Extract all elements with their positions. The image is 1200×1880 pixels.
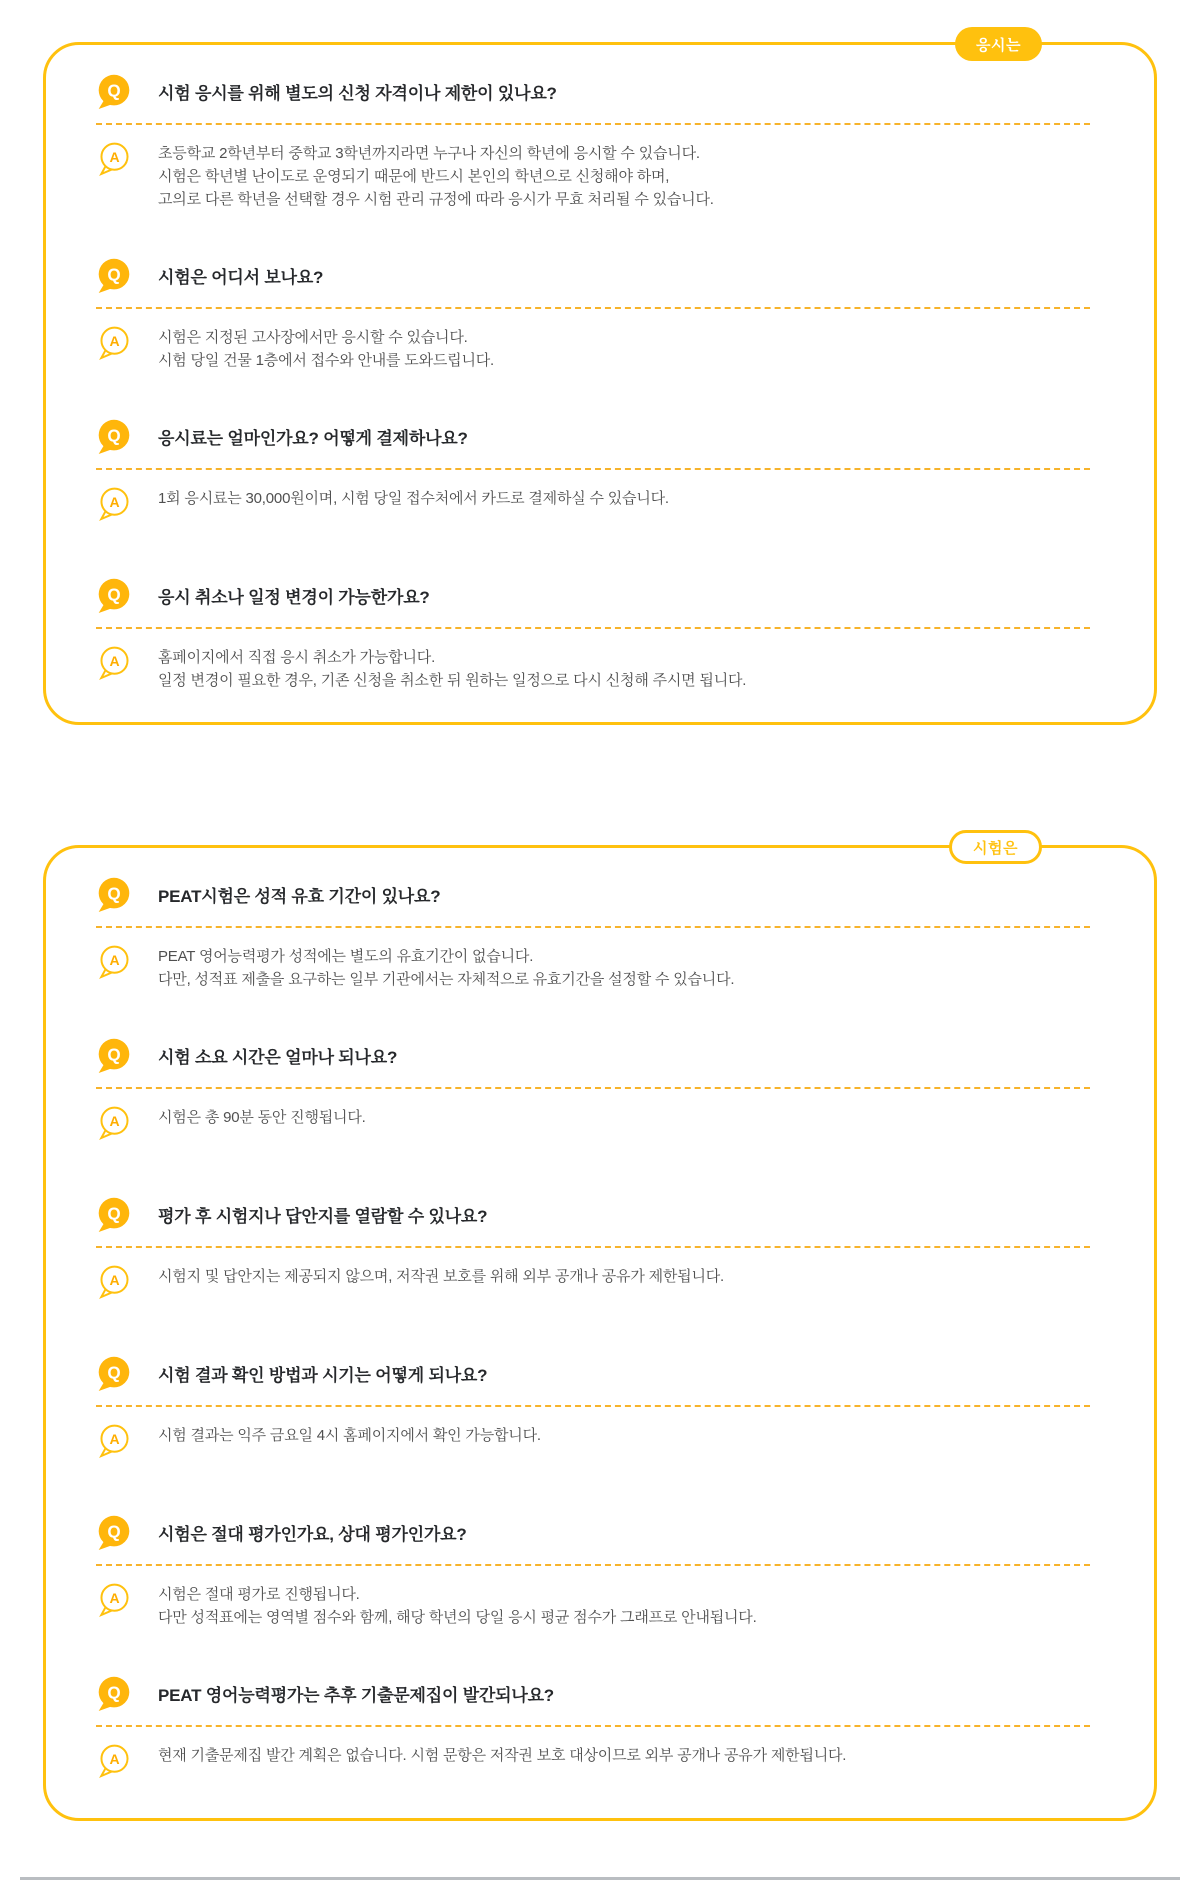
answer-text (158, 1740, 846, 1767)
a-letter: A (109, 1590, 120, 1607)
question-row (96, 73, 1090, 109)
dashed-divider (96, 1405, 1090, 1407)
qa-item (96, 1514, 1090, 1629)
answer-line: 현재 기출문제집 발간 계획은 없습니다. 시험 문항은 저작권 보호 대상이므로 외부 공개나 공유가 제한됩니다. (158, 1747, 847, 1764)
answer-row (96, 483, 1090, 531)
qa-item (96, 577, 1090, 692)
answer-row (96, 941, 1090, 991)
question-bubble-icon (96, 1514, 132, 1550)
question-row (96, 1514, 1090, 1550)
question-bubble-icon (96, 1355, 132, 1391)
answer-bubble-icon (98, 645, 131, 678)
qa-item (96, 257, 1090, 372)
question-bubble-icon (96, 1037, 132, 1073)
answer-line: 시험 당일 건물 1층에서 접수와 안내를 도와드립니다. (158, 352, 495, 369)
qa-item (96, 876, 1090, 991)
a-letter: A (109, 494, 120, 511)
a-letter: A (109, 1431, 120, 1448)
answer-bubble-icon (98, 1743, 131, 1776)
question-row (96, 1196, 1090, 1232)
qa-items (96, 73, 1090, 692)
question-text: 시험 응시를 위해 별도의 신청 자격이나 제한이 있나요? (158, 83, 557, 103)
qa-item (96, 418, 1090, 531)
answer-row (96, 322, 1090, 372)
question-row (96, 418, 1090, 454)
a-letter: A (109, 653, 120, 670)
dashed-divider (96, 627, 1090, 629)
faq-section-1 (43, 36, 1157, 725)
answer-row (96, 1579, 1090, 1629)
answer-line: 시험은 총 90분 동안 진행됩니다. (158, 1109, 366, 1126)
question-row (96, 1037, 1090, 1073)
a-letter: A (109, 333, 120, 350)
dashed-divider (96, 1564, 1090, 1566)
question-text: 시험 소요 시간은 얼마나 되나요? (158, 1047, 398, 1067)
answer-line: 1회 응시료는 30,000원이며, 시험 당일 접수처에서 카드로 결제하실 수 있습니다. (158, 490, 669, 507)
dashed-divider (96, 1725, 1090, 1727)
question-row (96, 1355, 1090, 1391)
dashed-divider (96, 468, 1090, 470)
a-letter: A (109, 952, 120, 969)
a-letter: A (109, 149, 120, 166)
answer-line: 시험지 및 답안지는 제공되지 않으며, 저작권 보호를 위해 외부 공개나 공유가 제한됩니다. (158, 1268, 725, 1285)
answer-line: 고의로 다른 학년을 선택할 경우 시험 관리 규정에 따라 응시가 무효 처리될 수 있습니다. (158, 191, 714, 208)
question-bubble-icon (96, 73, 132, 109)
answer-row (96, 1261, 1090, 1309)
qa-items (96, 876, 1090, 1788)
answer-row (96, 138, 1090, 211)
answer-line: PEAT 영어능력평가 성적에는 별도의 유효기간이 없습니다. (158, 948, 534, 965)
question-bubble-icon (96, 257, 132, 293)
question-text: PEAT시험은 성적 유효 기간이 있나요? (158, 886, 441, 906)
answer-line: 시험 결과는 익주 금요일 4시 홈페이지에서 확인 가능합니다. (158, 1427, 541, 1444)
faq-page (0, 36, 1200, 1768)
q-letter: Q (107, 1683, 121, 1703)
answer-text (158, 322, 494, 372)
answer-bubble-icon (98, 1582, 131, 1615)
answer-bubble-icon (98, 141, 131, 174)
answer-line: 다만, 성적표 제출을 요구하는 일부 기관에서는 자체적으로 유효기간을 설정할 수 있습니다. (158, 971, 735, 988)
q-letter: Q (107, 1045, 121, 1065)
question-row (96, 876, 1090, 912)
answer-line: 다만 성적표에는 영역별 점수와 함께, 해당 학년의 당일 응시 평균 점수가 그래프로 안내됩니다. (158, 1609, 757, 1626)
faq-section-2 (43, 839, 1157, 1821)
answer-row (96, 1420, 1090, 1468)
dashed-divider (96, 926, 1090, 928)
answer-line: 초등학교 2학년부터 중학교 3학년까지라면 누구나 자신의 학년에 응시할 수 있습니다. (158, 145, 700, 162)
question-text: 응시 취소나 일정 변경이 가능한가요? (158, 587, 430, 607)
question-text: 응시료는 얼마인가요? 어떻게 결제하나요? (158, 428, 468, 448)
question-text: 평가 후 시험지나 답안지를 열람할 수 있나요? (158, 1206, 488, 1226)
qa-item (96, 1355, 1090, 1468)
answer-bubble-icon (98, 1105, 131, 1138)
answer-row (96, 1740, 1090, 1788)
qa-item (96, 1037, 1090, 1150)
answer-text (158, 642, 746, 692)
question-row (96, 577, 1090, 613)
answer-text (158, 1420, 541, 1447)
answer-bubble-icon (98, 1423, 131, 1456)
answer-text (158, 1102, 366, 1129)
dashed-divider (96, 1246, 1090, 1248)
dashed-divider (96, 1087, 1090, 1089)
dashed-divider (96, 123, 1090, 125)
answer-text (158, 1579, 757, 1629)
answer-text (158, 941, 734, 991)
question-row (96, 257, 1090, 293)
section-badge: 응시는 (955, 27, 1042, 61)
a-letter: A (109, 1751, 120, 1768)
answer-bubble-icon (98, 486, 131, 519)
question-bubble-icon (96, 418, 132, 454)
question-bubble-icon (96, 1675, 132, 1711)
a-letter: A (109, 1113, 120, 1130)
qa-item (96, 73, 1090, 211)
answer-line: 홈페이지에서 직접 응시 취소가 가능합니다. (158, 649, 436, 666)
q-letter: Q (107, 1363, 121, 1383)
qa-item (96, 1675, 1090, 1788)
answer-text (158, 138, 714, 211)
question-bubble-icon (96, 577, 132, 613)
question-bubble-icon (96, 1196, 132, 1232)
q-letter: Q (107, 81, 121, 101)
answer-row (96, 642, 1090, 692)
answer-text (158, 1261, 724, 1288)
a-letter: A (109, 1272, 120, 1289)
qa-item (96, 1196, 1090, 1309)
question-text: 시험은 절대 평가인가요, 상대 평가인가요? (158, 1524, 467, 1544)
q-letter: Q (107, 426, 121, 446)
answer-line: 일정 변경이 필요한 경우, 기존 신청을 취소한 뒤 원하는 일정으로 다시 신청해 주시면 됩니다. (158, 672, 747, 689)
question-text: PEAT 영어능력평가는 추후 기출문제집이 발간되나요? (158, 1685, 554, 1705)
dashed-divider (96, 307, 1090, 309)
answer-text (158, 483, 669, 510)
q-letter: Q (107, 1204, 121, 1224)
q-letter: Q (107, 265, 121, 285)
question-text: 시험은 어디서 보나요? (158, 267, 324, 287)
question-row (96, 1675, 1090, 1711)
q-letter: Q (107, 585, 121, 605)
answer-bubble-icon (98, 944, 131, 977)
answer-row (96, 1102, 1090, 1150)
answer-line: 시험은 학년별 난이도로 운영되기 때문에 반드시 본인의 학년으로 신청해야 하며, (158, 168, 670, 185)
answer-line: 시험은 지정된 고사장에서만 응시할 수 있습니다. (158, 329, 468, 346)
answer-bubble-icon (98, 1264, 131, 1297)
q-letter: Q (107, 884, 121, 904)
q-letter: Q (107, 1522, 121, 1542)
answer-line: 시험은 절대 평가로 진행됩니다. (158, 1586, 360, 1603)
answer-bubble-icon (98, 325, 131, 358)
section-badge: 시험은 (949, 830, 1042, 864)
question-bubble-icon (96, 876, 132, 912)
question-text: 시험 결과 확인 방법과 시기는 어떻게 되나요? (158, 1365, 488, 1385)
faq-sections-container (0, 36, 1200, 1821)
